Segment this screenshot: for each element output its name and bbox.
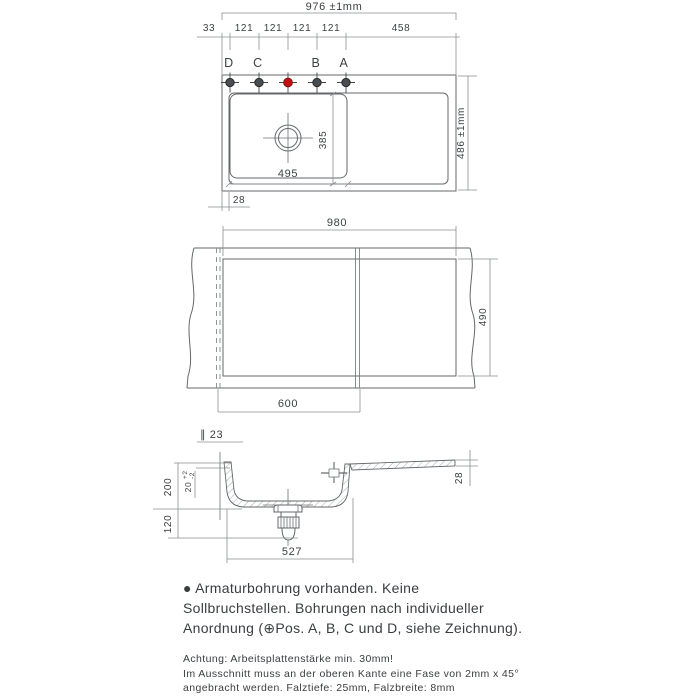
dim-seg-121-4: 121 xyxy=(321,23,341,34)
dim-ledge-depth xyxy=(182,470,196,498)
dim-bowl-depth-label: 385 xyxy=(318,130,329,150)
dim-seg-121-1: 121 xyxy=(234,23,254,34)
dim-overall-width-label: 976 ±1mm xyxy=(305,1,363,13)
break-edge-left xyxy=(187,248,194,388)
warning-note-line-3: angebracht werden. Falztiefe: 25mm, Falzbreite: 8mm xyxy=(183,682,455,694)
dim-cutout-width xyxy=(223,217,456,256)
dim-ledge-depth-value: 20 xyxy=(183,481,193,493)
dim-bowl-width-label: 495 xyxy=(277,168,299,180)
hole-position-letters xyxy=(224,56,348,70)
dim-depth-total-label: 200 xyxy=(163,477,174,497)
break-edge-right xyxy=(470,248,475,388)
bowl-outline xyxy=(230,94,347,178)
drain-neck xyxy=(281,512,296,517)
parallel-callout xyxy=(197,429,243,442)
main-note xyxy=(183,578,522,638)
hole-label-a: A xyxy=(339,56,349,70)
dim-overall-depth xyxy=(456,76,477,190)
dim-depth-drain-label: 120 xyxy=(163,514,174,534)
dim-seg-458: 458 xyxy=(391,23,411,34)
hole-b-circle xyxy=(313,78,321,86)
main-note-line-3: Anordnung (⊕Pos. A, B, C und D, siehe Zeichnung). xyxy=(183,620,523,636)
dim-left-width xyxy=(218,389,360,412)
dim-edge-offset-label: 28 xyxy=(232,195,246,206)
cutout-rectangle xyxy=(223,259,456,376)
dim-cutout-width-label: 980 xyxy=(326,217,348,229)
drain-symbol xyxy=(263,113,313,163)
sink-rim-outline xyxy=(222,75,456,191)
section-faucet-hole-box xyxy=(329,469,339,477)
warning-note-line-1: Achtung: Arbeitsplattenstärke min. 30mm! xyxy=(183,653,394,665)
hole-label-d: D xyxy=(224,56,234,70)
dim-cutout-depth xyxy=(458,259,498,376)
dim-left-width-label: 600 xyxy=(277,398,299,410)
parallel-callout-label: ∥ 23 xyxy=(200,429,224,441)
hole-label-b: B xyxy=(311,56,321,70)
countertop-band xyxy=(187,248,475,388)
dim-board-thickness xyxy=(454,450,478,486)
cutout-view xyxy=(187,217,498,412)
dim-hole-chain xyxy=(197,23,460,74)
hole-d-circle xyxy=(226,78,234,86)
dim-overall-depth-label: 486 ±1mm xyxy=(456,107,467,159)
dim-bottom-width-label: 527 xyxy=(281,546,303,558)
dim-ledge-tol-minus: -2 xyxy=(189,472,196,479)
drainboard-section xyxy=(350,460,455,470)
main-note-line-2: Sollbruchstellen. Bohrungen nach individueller xyxy=(183,600,484,616)
warning-note-line-2: Im Ausschnitt muss an der oberen Kante eine Fase von 2mm x 45° xyxy=(183,667,519,680)
dim-seg-121-2: 121 xyxy=(263,23,283,34)
warning-note xyxy=(183,652,519,696)
dim-ledge-tol-plus: +2 xyxy=(182,470,189,479)
dim-edge-offset xyxy=(208,192,250,211)
reference-line-center xyxy=(356,248,360,388)
dim-board-thickness-label: 28 xyxy=(454,471,465,485)
reference-line-left-dashed xyxy=(217,248,221,388)
hole-c-circle xyxy=(255,78,263,86)
dim-overall-width xyxy=(222,1,456,20)
drain-fitting xyxy=(263,489,313,546)
dim-cutout-depth-label: 490 xyxy=(478,307,489,327)
main-note-line-1: ● Armaturbohrung vorhanden. Keine xyxy=(183,580,420,596)
section-view xyxy=(153,429,478,563)
hole-label-c: C xyxy=(253,56,263,70)
dim-bowl-depth xyxy=(318,92,336,186)
top-view xyxy=(197,1,477,211)
hole-marked-circle xyxy=(284,78,293,87)
hole-a-circle xyxy=(342,78,350,86)
sink-inner-edge xyxy=(229,93,448,184)
dim-seg-33: 33 xyxy=(202,23,216,34)
dim-seg-121-3: 121 xyxy=(292,23,312,34)
